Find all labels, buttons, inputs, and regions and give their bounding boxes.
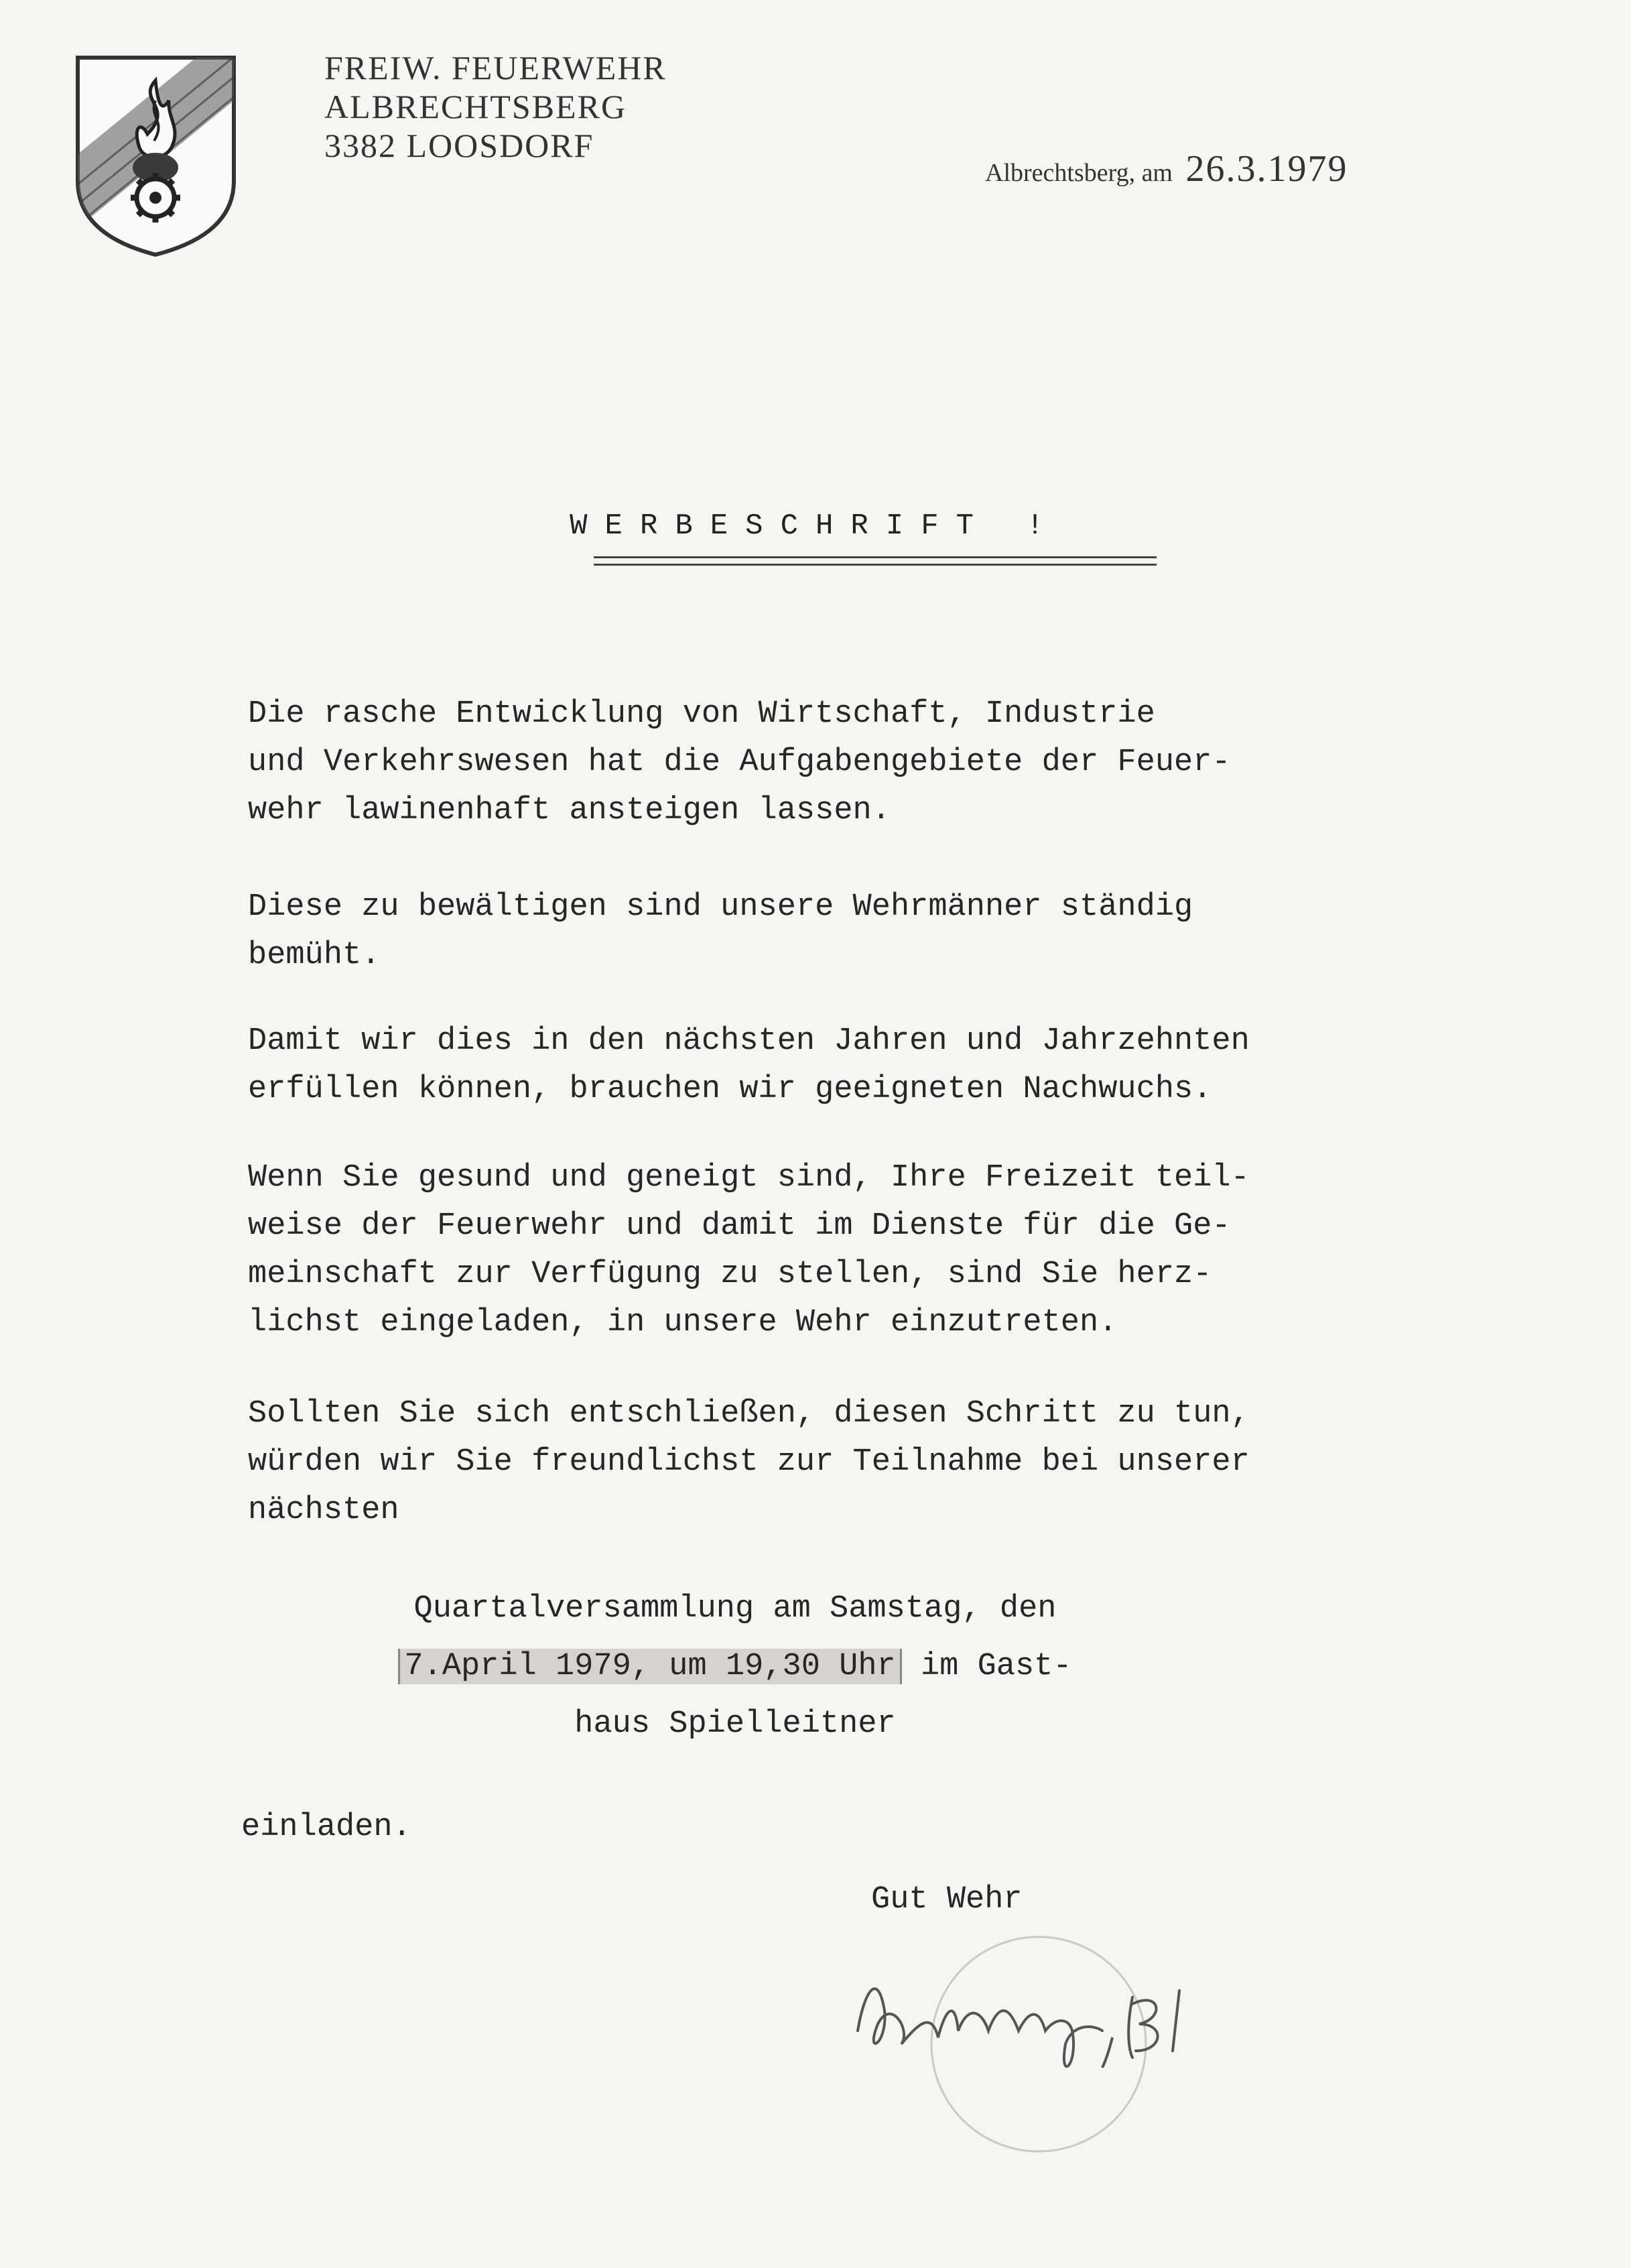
date-prefix: Albrechtsberg, am [985, 159, 1173, 187]
sender-address [324, 48, 667, 165]
title-underline [594, 556, 1157, 570]
meeting-line-1: Quartalversammlung am Samstag, den [413, 1591, 1057, 1627]
closing-greeting: Gut Wehr [871, 1882, 1023, 1917]
sender-name: FREIW. FEUERWEHR [324, 49, 667, 86]
sender-locality: ALBRECHTSBERG [324, 88, 627, 125]
text-line: meinschaft zur Verfügung zu stellen, sind Sie herz- [248, 1257, 1212, 1292]
paragraph-1 [248, 690, 1380, 835]
meeting-location-start: im Gast- [920, 1649, 1072, 1684]
paragraph-2 [248, 883, 1380, 980]
document-title: WERBESCHRIFT ! [570, 509, 1061, 543]
fire-brigade-crest-icon [74, 54, 238, 258]
text-line: lichst eingeladen, in unsere Wehr einzutreten. [248, 1305, 1118, 1340]
text-line: und Verkehrswesen hat die Aufgabengebiete der Feuer- [248, 745, 1231, 780]
text-line: Sollten Sie sich entschließen, diesen Schritt zu tun, [248, 1396, 1250, 1432]
invite-word: einladen. [241, 1810, 411, 1845]
meeting-details [0, 1580, 1551, 1753]
text-line: erfüllen können, brauchen wir geeigneten Nachwuchs. [248, 1072, 1212, 1107]
text-line: bemüht. [248, 938, 381, 973]
date-line [985, 147, 1348, 190]
text-line: würden wir Sie freundlichst zur Teilnahme bei unserer [248, 1444, 1250, 1480]
text-line: Diese zu bewältigen sind unsere Wehrmänner ständig [248, 889, 1193, 925]
text-line: Die rasche Entwicklung von Wirtschaft, Industrie [248, 696, 1155, 732]
date-value: 26.3.1979 [1185, 148, 1348, 190]
paragraph-5 [248, 1390, 1380, 1535]
text-line: wehr lawinenhaft ansteigen lassen. [248, 793, 891, 828]
handwritten-signature [838, 1930, 1253, 2158]
paragraph-3 [248, 1017, 1380, 1114]
meeting-line-2 [0, 1638, 1551, 1696]
paragraph-4 [248, 1154, 1380, 1347]
meeting-date-highlight: 7.April 1979, um 19,30 Uhr [398, 1649, 901, 1684]
text-line: Damit wir dies in den nächsten Jahren und Jahrzehnten [248, 1023, 1250, 1059]
text-line: Wenn Sie gesund und geneigt sind, Ihre Freizeit teil- [248, 1160, 1250, 1196]
text-line: nächsten [248, 1493, 399, 1528]
sender-postcode: 3382 LOOSDORF [324, 127, 594, 164]
meeting-line-3: haus Spielleitner [574, 1706, 896, 1742]
text-line: weise der Feuerwehr und damit im Dienste für die Ge- [248, 1208, 1231, 1244]
